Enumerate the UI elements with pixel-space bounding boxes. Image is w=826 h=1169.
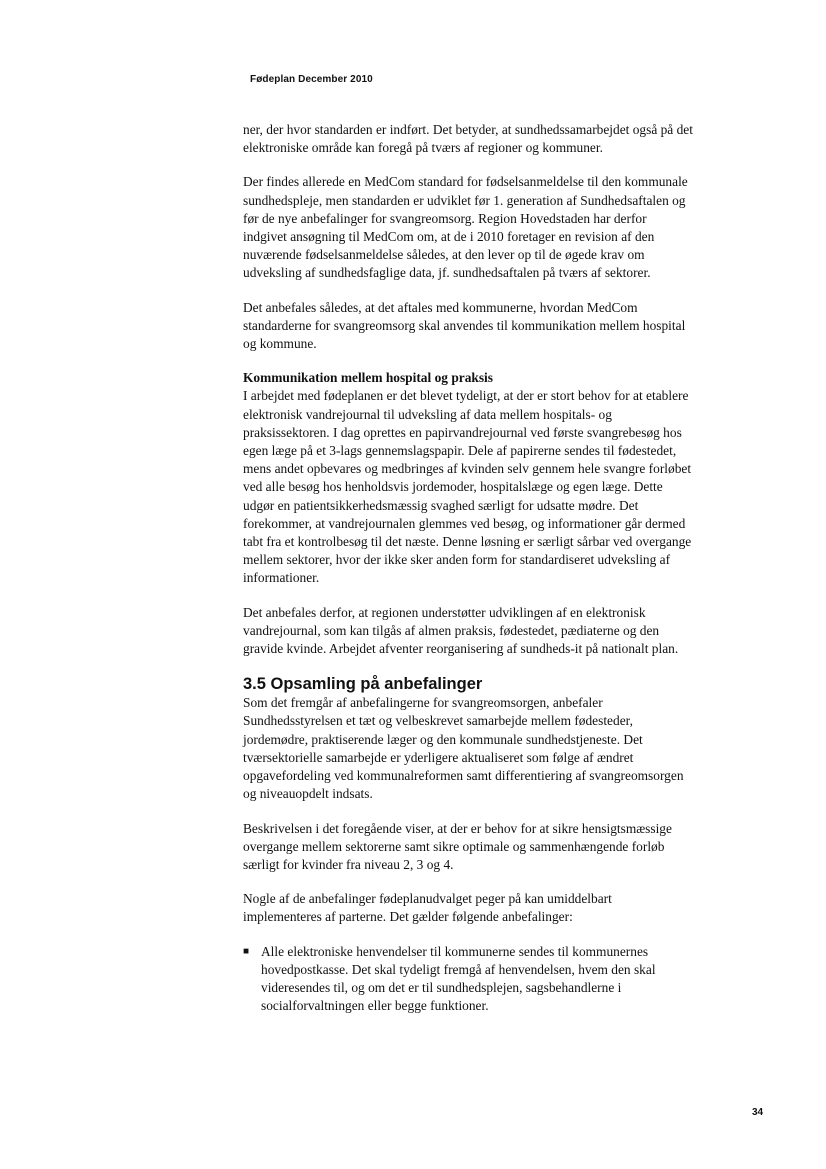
list-item-text: Alle elektroniske henvendelser til kommunerne sendes til kommunernes hovedpostkasse. Det skal tydeligt fremgå af henvendelsen, hvem den skal videresendes til, og om det er til sundhedsplejen, sagsbehandlerne i socialforvaltningen eller begge funktioner. [261, 943, 656, 1014]
document-body [243, 121, 693, 1015]
page-header: Fødeplan December 2010 [250, 74, 373, 85]
square-bullet-icon: ■ [243, 945, 250, 957]
list-item [243, 943, 693, 1016]
paragraph: ner, der hvor standarden er indført. Det betyder, at sundhedssamarbejdet også på det elektroniske område kan foregå på tværs af regioner og kommuner. [243, 122, 693, 156]
section-block [243, 369, 693, 587]
paragraph: Der findes allerede en MedCom standard for fødselsanmeldelse til den kommunale sundhedspleje, men standarden er udviklet før 1. generation af Sundhedsaftalen og før de nye anbefalinger for svangreomsorg. Region Hovedstaden har derfor indgivet ansøgning til MedCom om, at de i 2010 foretager en revision af den nuværende fødselsanmeldelse således, at den lever op til de øgede krav om udveksling af sundhedsfaglige data, jf. sundhedsaftalen på tværs af sektorer. [243, 174, 688, 281]
paragraph: Nogle af de anbefalinger fødeplanudvalget peger på kan umiddelbart implementeres af parterne. Det gælder følgende anbefalinger: [243, 891, 612, 925]
paragraph: Som det fremgår af anbefalingerne for svangreomsorgen, anbefaler Sundhedsstyrelsen et tæt og velbeskrevet samarbejde mellem fødesteder, jordemødre, praktiserende læger og den kommunale sundhedstjeneste. Det tværsektorielle samarbejde er yderligere aktualiseret som følge af ændret opgavefordeling ved kommunalreformen samt differentiering af svangreomsorgen og niveauopdelt indsats. [243, 695, 684, 802]
section-heading: 3.5 Opsamling på anbefalinger [243, 675, 483, 694]
page-number: 34 [752, 1107, 764, 1118]
paragraph: I arbejdet med fødeplanen er det blevet tydeligt, at der er stort behov for at etablere elektronisk vandrejournal til udveksling af data mellem hospitals- og praksissektoren. I dag oprettes en papirvandrejournal ved første svangrebesøg hos egen læge på et 3-lags gennemslagspapir. Dele af papirerne sendes til fødestedet, mens andet opbevares og medbringes af kvinden selv gennem hele svangre forløbet ved alle besøg hos henholdsvis jordemoder, hospitalslæge og egen læge. Dette udgør en patientsikkerhedsmæssig svaghed særligt for udsatte mødre. Det forekommer, at vandrejournalen glemmes ved besøg, og informationer går dermed tabt fra et kontrolbesøg til det næste. Denne løsning er særligt sårbar ved overgange mellem sektorer, hvor der ikke sker anden form for standardiseret udveksling af informationer. [243, 388, 692, 586]
subheading: Kommunikation mellem hospital og praksis [243, 370, 493, 386]
recommendation-list [243, 943, 693, 1016]
paragraph: Det anbefales således, at det aftales med kommunerne, hvordan MedCom standarderne for svangreomsorg skal anvendes til kommunikation mellem hospital og kommune. [243, 299, 686, 352]
paragraph: Det anbefales derfor, at regionen understøtter udviklingen af en elektronisk vandrejournal, som kan tilgås af almen praksis, fødestedet, pædiaterne og den gravide kvinde. Arbejdet afventer reorganisering af sundheds-it på nationalt plan. [243, 604, 679, 657]
paragraph: Beskrivelsen i det foregående viser, at der er behov for at sikre hensigtsmæssige overgange mellem sektorerne samt sikre optimale og sammenhængende forløb særligt for kvinder fra niveau 2, 3 og 4. [243, 820, 672, 872]
